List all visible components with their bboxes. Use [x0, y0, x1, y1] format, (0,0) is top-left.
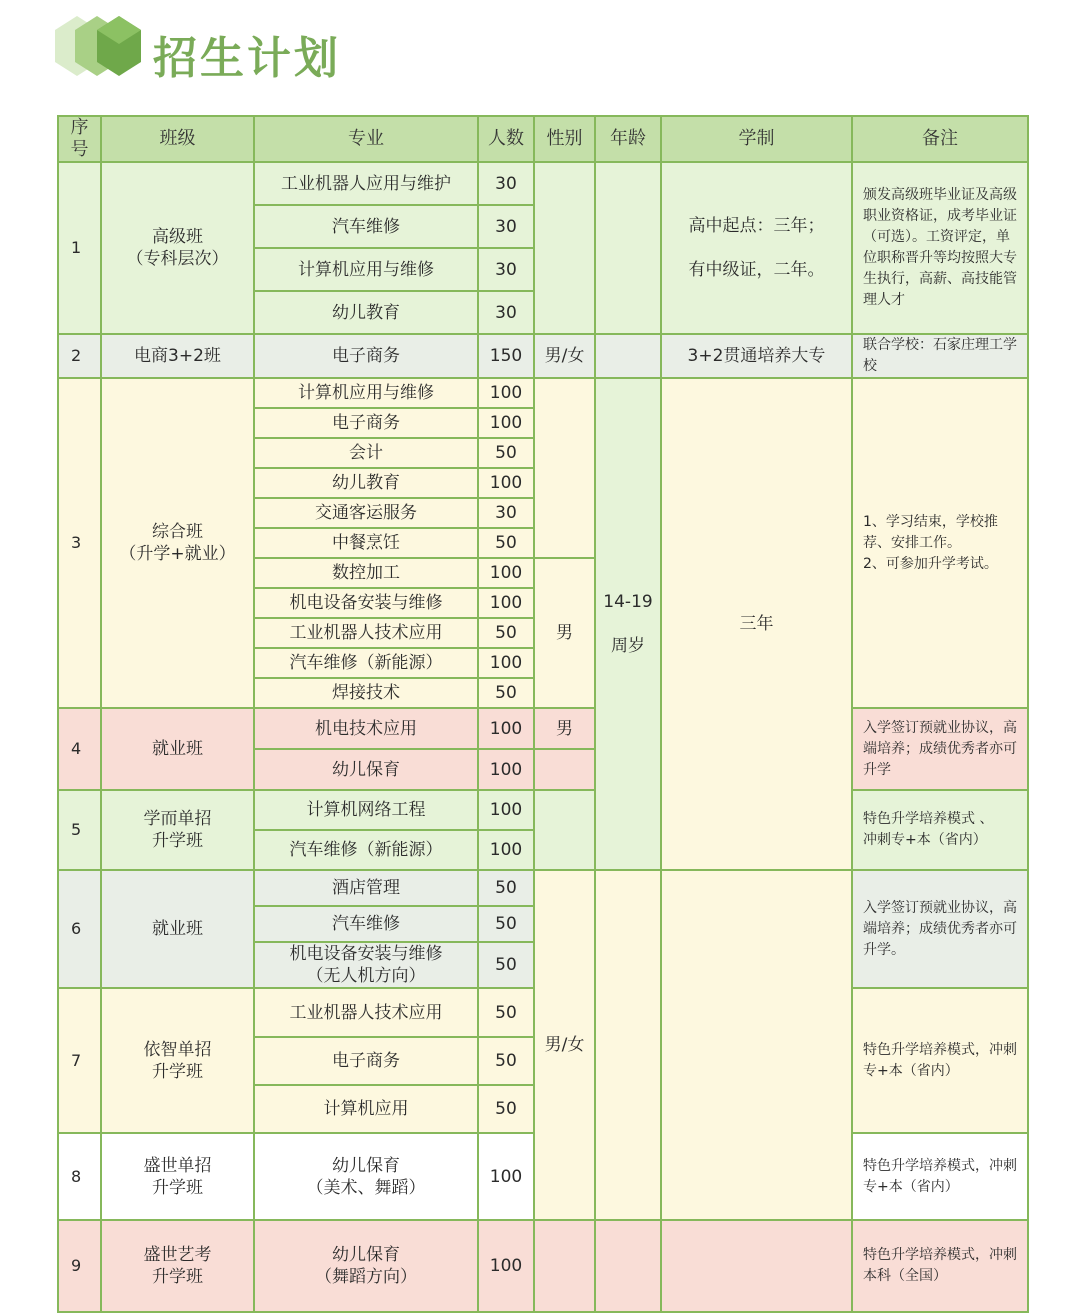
major-name: 计算机应用与维修	[254, 378, 478, 408]
major-count: 50	[478, 1085, 534, 1133]
major-count: 50	[478, 906, 534, 942]
gender-cell: 男	[534, 558, 595, 708]
note-cell: 特色升学培养模式，冲刺专+本（省内）	[852, 1133, 1028, 1220]
major-count: 50	[478, 438, 534, 468]
major-count: 50	[478, 1037, 534, 1085]
major-count: 30	[478, 498, 534, 528]
table-row	[58, 162, 1028, 205]
study-length: 高中起点：三年； 有中级证，二年。	[661, 162, 852, 334]
major-name: 幼儿教育	[254, 291, 478, 334]
header-age: 年龄	[595, 116, 661, 162]
row-index: 6	[58, 870, 101, 988]
major-name: 计算机应用与维修	[254, 248, 478, 291]
major-count: 100	[478, 468, 534, 498]
header-index: 序号	[58, 116, 101, 162]
major-name: 幼儿保育 （美术、舞蹈）	[254, 1133, 478, 1220]
major-name: 工业机器人应用与维护	[254, 162, 478, 205]
row-index: 5	[58, 790, 101, 870]
major-name: 机电设备安装与维修	[254, 588, 478, 618]
header-note: 备注	[852, 116, 1028, 162]
study-length	[661, 1220, 852, 1312]
age-cell	[595, 870, 661, 1220]
header-class: 班级	[101, 116, 254, 162]
major-name: 中餐烹饪	[254, 528, 478, 558]
major-name: 机电技术应用	[254, 708, 478, 749]
note-cell: 特色升学培养模式 、 冲刺专+本（省内）	[852, 790, 1028, 870]
major-name: 汽车维修（新能源）	[254, 830, 478, 870]
class-name: 综合班 （升学+就业）	[101, 378, 254, 708]
gender-cell: 男/女	[534, 870, 595, 1220]
row-index: 9	[58, 1220, 101, 1312]
major-name: 焊接技术	[254, 678, 478, 708]
major-count: 30	[478, 291, 534, 334]
major-count: 100	[478, 408, 534, 438]
major-name: 电子商务	[254, 1037, 478, 1085]
row-index: 8	[58, 1133, 101, 1220]
page-title: 招生计划	[153, 33, 341, 84]
major-name: 电子商务	[254, 408, 478, 438]
note-cell: 入学签订预就业协议，高端培养；成绩优秀者亦可升学。	[852, 870, 1028, 988]
major-name: 会计	[254, 438, 478, 468]
note-cell: 1、学习结束，学校推荐、安排工作。 2、可参加升学考试。	[852, 378, 1028, 708]
header-major: 专业	[254, 116, 478, 162]
major-count: 50	[478, 942, 534, 988]
age-cell	[595, 162, 661, 334]
gender-cell	[534, 749, 595, 790]
class-name: 学而单招 升学班	[101, 790, 254, 870]
note-cell: 颁发高级班毕业证及高级职业资格证，成考毕业证（可选）。工资评定，单位职称晋升等均按照大专生执行，高薪、高技能管理人才	[852, 162, 1028, 334]
row-index: 3	[58, 378, 101, 708]
header-study-length: 学制	[661, 116, 852, 162]
major-name: 幼儿教育	[254, 468, 478, 498]
table-row	[58, 708, 1028, 749]
major-name: 工业机器人技术应用	[254, 618, 478, 648]
class-name: 盛世单招 升学班	[101, 1133, 254, 1220]
note-cell: 特色升学培养模式，冲刺专+本（省内）	[852, 988, 1028, 1133]
gender-cell	[534, 378, 595, 558]
class-name: 盛世艺考 升学班	[101, 1220, 254, 1312]
major-count: 100	[478, 1220, 534, 1312]
major-name: 计算机应用	[254, 1085, 478, 1133]
major-count: 150	[478, 334, 534, 378]
study-length: 3+2贯通培养大专	[661, 334, 852, 378]
major-name: 工业机器人技术应用	[254, 988, 478, 1037]
major-name: 汽车维修	[254, 906, 478, 942]
age-cell	[595, 1220, 661, 1312]
cube-logo-icon	[55, 14, 141, 78]
major-count: 100	[478, 708, 534, 749]
row-index: 7	[58, 988, 101, 1133]
table-header-row	[58, 116, 1028, 162]
major-name: 幼儿保育 （舞蹈方向）	[254, 1220, 478, 1312]
gender-cell	[534, 1220, 595, 1312]
gender-cell: 男/女	[534, 334, 595, 378]
class-name: 高级班 （专科层次）	[101, 162, 254, 334]
major-name: 汽车维修（新能源）	[254, 648, 478, 678]
major-count: 100	[478, 830, 534, 870]
major-name: 汽车维修	[254, 205, 478, 248]
major-count: 30	[478, 248, 534, 291]
class-name: 电商3+2班	[101, 334, 254, 378]
row-index: 4	[58, 708, 101, 790]
study-length: 三年	[661, 378, 852, 870]
class-name: 就业班	[101, 870, 254, 988]
header-count: 人数	[478, 116, 534, 162]
note-cell: 特色升学培养模式，冲刺本科（全国）	[852, 1220, 1028, 1312]
gender-cell	[534, 790, 595, 870]
class-name: 依智单招 升学班	[101, 988, 254, 1133]
major-name: 幼儿保育	[254, 749, 478, 790]
major-name: 电子商务	[254, 334, 478, 378]
table-row	[58, 790, 1028, 830]
major-count: 100	[478, 749, 534, 790]
major-count: 50	[478, 618, 534, 648]
major-count: 100	[478, 1133, 534, 1220]
header-gender: 性别	[534, 116, 595, 162]
major-count: 100	[478, 588, 534, 618]
table-row	[58, 334, 1028, 378]
major-count: 100	[478, 648, 534, 678]
major-count: 50	[478, 678, 534, 708]
study-length	[661, 870, 852, 1220]
major-name: 数控加工	[254, 558, 478, 588]
major-count: 30	[478, 205, 534, 248]
age-cell	[595, 334, 661, 378]
gender-cell	[534, 162, 595, 334]
major-name: 计算机网络工程	[254, 790, 478, 830]
note-cell: 入学签订预就业协议，高端培养；成绩优秀者亦可升学	[852, 708, 1028, 790]
major-count: 50	[478, 988, 534, 1037]
major-name: 机电设备安装与维修 （无人机方向）	[254, 942, 478, 988]
row-index: 1	[58, 162, 101, 334]
major-name: 酒店管理	[254, 870, 478, 906]
gender-cell: 男	[534, 708, 595, 749]
table-row	[58, 1220, 1028, 1312]
age-cell: 14-19 周岁	[595, 378, 661, 870]
table-row	[58, 870, 1028, 906]
major-count: 100	[478, 378, 534, 408]
major-name: 交通客运服务	[254, 498, 478, 528]
table-row	[58, 378, 1028, 408]
major-count: 100	[478, 558, 534, 588]
major-count: 50	[478, 870, 534, 906]
class-name: 就业班	[101, 708, 254, 790]
major-count: 50	[478, 528, 534, 558]
major-count: 100	[478, 790, 534, 830]
major-count: 30	[478, 162, 534, 205]
note-cell: 联合学校：石家庄理工学校	[852, 334, 1028, 378]
row-index: 2	[58, 334, 101, 378]
enrollment-plan-table	[57, 115, 1029, 1313]
